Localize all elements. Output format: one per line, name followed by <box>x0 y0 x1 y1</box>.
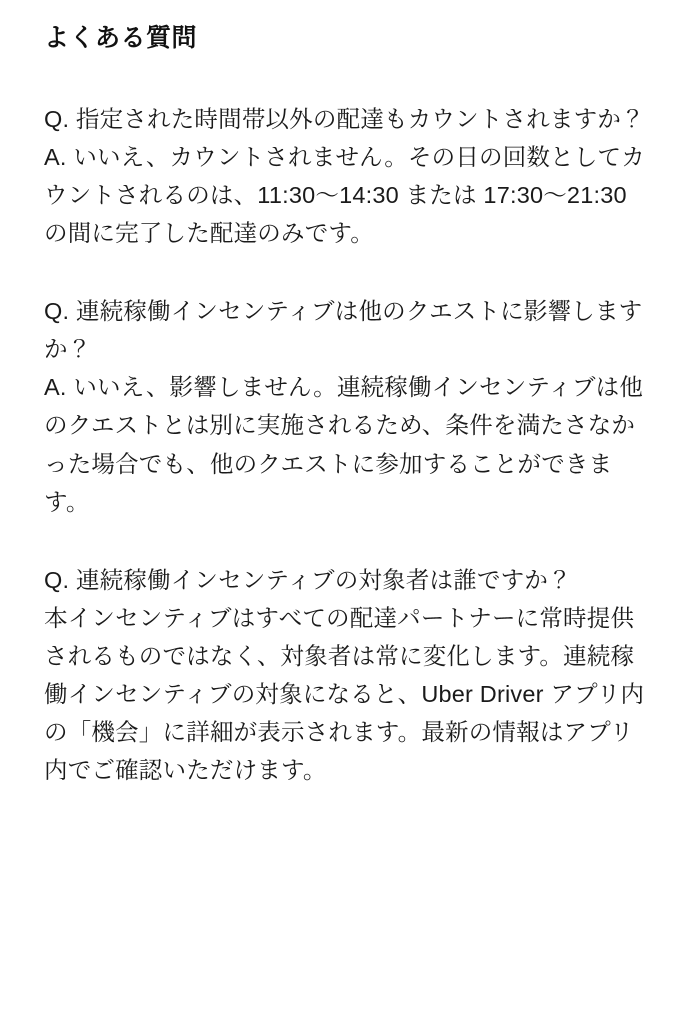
faq-question: Q. 指定された時間帯以外の配達もカウントされますか？ <box>44 106 645 132</box>
faq-item <box>44 561 645 789</box>
page-title: よくある質問 <box>44 24 198 52</box>
faq-item <box>44 100 645 252</box>
faq-item <box>44 292 645 520</box>
faq-question: Q. 連続稼働インセンティブの対象者は誰ですか？ <box>44 566 572 593</box>
faq-answer: 本インセンティブはすべての配達パートナーに常時提供されるものではなく、対象者は常に変化します。連続稼働インセンティブの対象になると、Uber Driver アプリ内の「機会」に詳細が表示されます。最新の情報はアプリ内でご確認いただけます。 <box>44 604 645 783</box>
faq-answer: A. いいえ、影響しません。連続稼働インセンティブは他のクエストとは別に実施されるため、条件を満たさなかった場合でも、他のクエストに参加することができます。 <box>44 374 644 515</box>
faq-question: Q. 連続稼働インセンティブは他のクエストに影響しますか？ <box>44 298 643 363</box>
faq-answer: A. いいえ、カウントされません。その日の回数としてカウントされるのは、11:30〜14:30 または 17:30〜21:30 の間に完了した配達のみです。 <box>44 144 645 247</box>
